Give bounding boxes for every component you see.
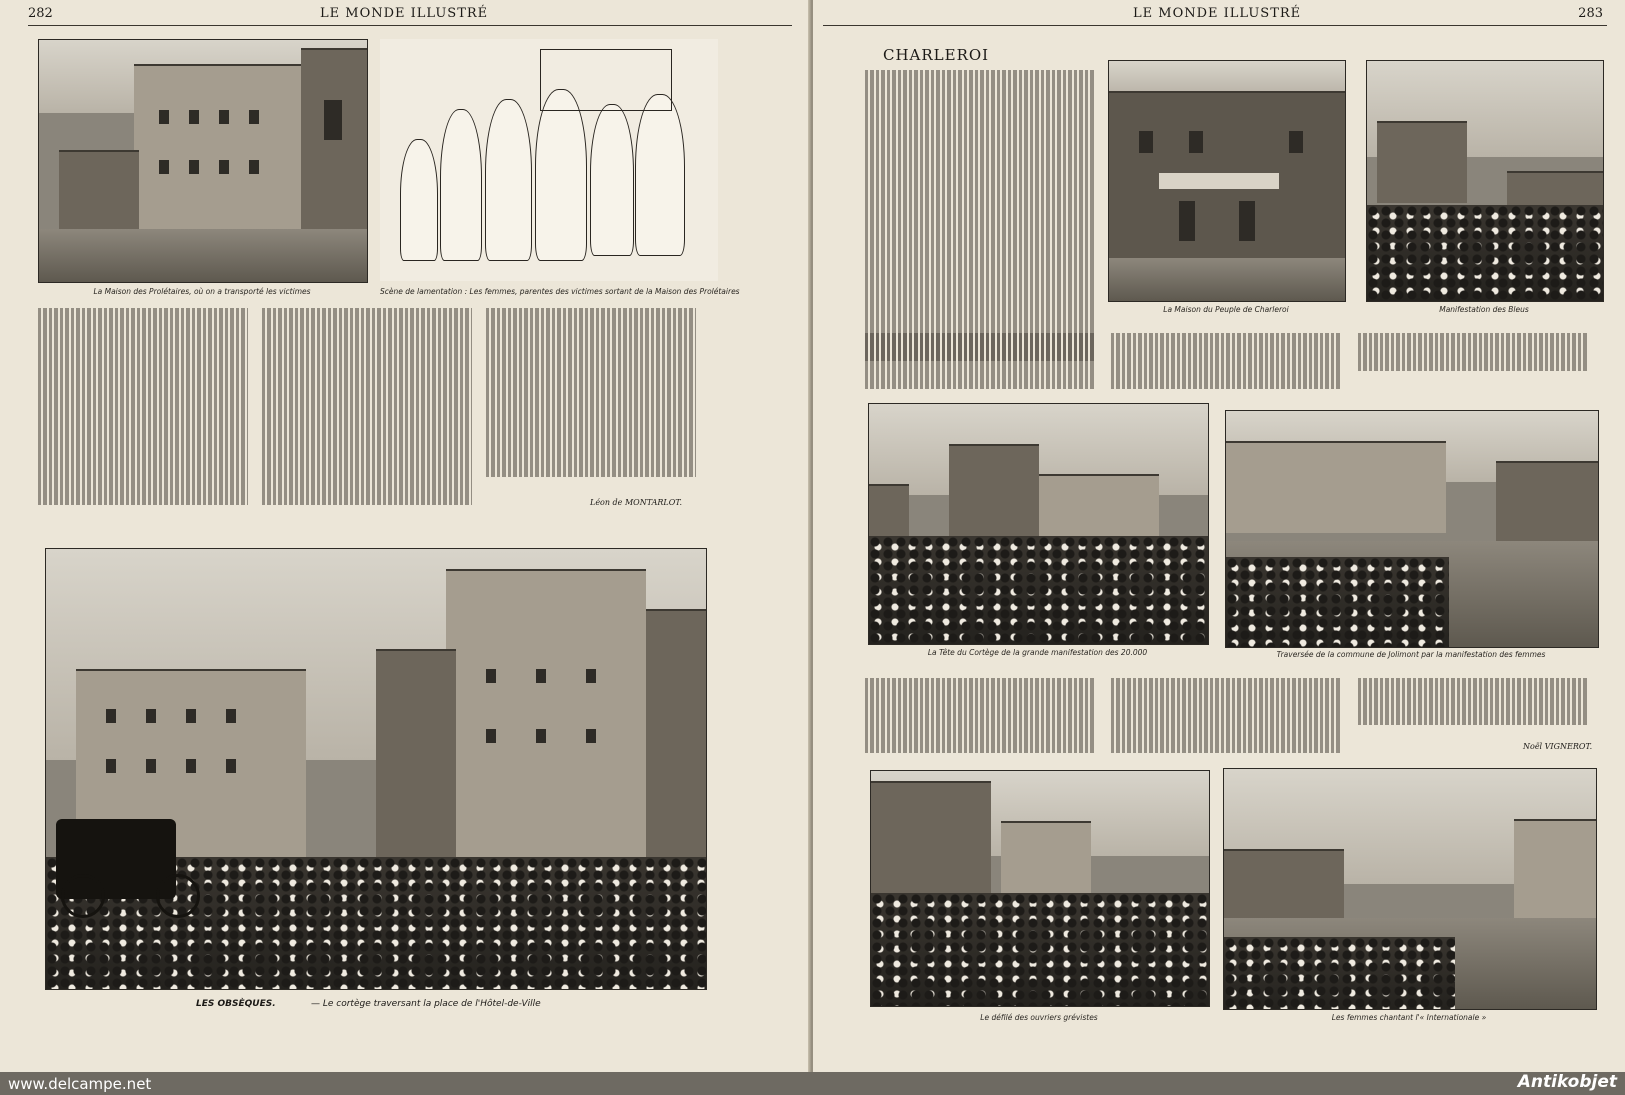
charleroi-column-4 [865, 678, 1095, 768]
caption-maison-proletaires: La Maison des Prolétaires, où on a transporté les victimes [93, 287, 311, 296]
caption-femmes-chantant: Les femmes chantant l'« Internationale » [1331, 1013, 1487, 1022]
caption-maison-peuple: La Maison du Peuple de Charleroi [1163, 305, 1289, 314]
photo-tete-cortege [868, 403, 1209, 645]
page-number-right: 283 [1578, 6, 1603, 21]
page-number-left: 282 [28, 6, 53, 21]
caption-scene-lamentation: Scène de lamentation : Les femmes, parentes des victimes sortant de la Maison des Prolétaires [380, 287, 740, 296]
charleroi-column-6 [1358, 678, 1588, 738]
photo-maison-peuple [1108, 60, 1346, 302]
article-column-1 [38, 308, 248, 513]
photo-femmes-chantant [1223, 768, 1597, 1010]
photo-obseques [45, 548, 707, 990]
article-column-3 [486, 308, 696, 488]
charleroi-column-2 [1111, 333, 1341, 395]
caption-tete-cortege: La Tête du Cortège de la grande manifestation des 20.000 [927, 648, 1148, 657]
running-head-right: LE MONDE ILLUSTRÉ [1133, 6, 1302, 21]
caption-defile-ouvriers: Le défilé des ouvriers grévistes [980, 1013, 1098, 1022]
signature-left: Léon de MONTARLOT. [590, 498, 682, 507]
caption-manifestation-bleus: Manifestation des Bleus [1439, 305, 1529, 314]
charleroi-column-5 [1111, 678, 1341, 768]
charleroi-column-1b [865, 333, 1095, 395]
charleroi-column-3 [1358, 333, 1588, 395]
header-rule [823, 25, 1607, 26]
running-head-left: LE MONDE ILLUSTRÉ [320, 6, 489, 21]
illustration-scene-lamentation [380, 39, 718, 281]
photo-manifestation-bleus [1366, 60, 1604, 302]
watermark-delcampe: www.delcampe.net [8, 1075, 152, 1093]
right-page [813, 0, 1625, 1072]
article-title: CHARLEROI [883, 46, 990, 64]
caption-obseques-label: LES OBSÈQUES. [196, 999, 276, 1009]
photo-maison-proletaires [38, 39, 368, 283]
caption-obseques-text: — Le cortège traversant la place de l'Hôtel-de-Ville [311, 999, 541, 1009]
charleroi-column-1 [865, 70, 1095, 370]
watermark-antikobjet: Antikobjet [1517, 1072, 1617, 1092]
caption-traversee-jolimont: Traversée de la commune de Jolimont par la manifestation des femmes [1276, 650, 1546, 659]
photo-defile-ouvriers [870, 770, 1210, 1007]
signature-right: Noël VIGNEROT. [1523, 742, 1593, 751]
header-rule [28, 25, 792, 26]
photo-traversee-jolimont [1225, 410, 1599, 648]
article-column-2 [262, 308, 472, 513]
left-page [0, 0, 810, 1072]
